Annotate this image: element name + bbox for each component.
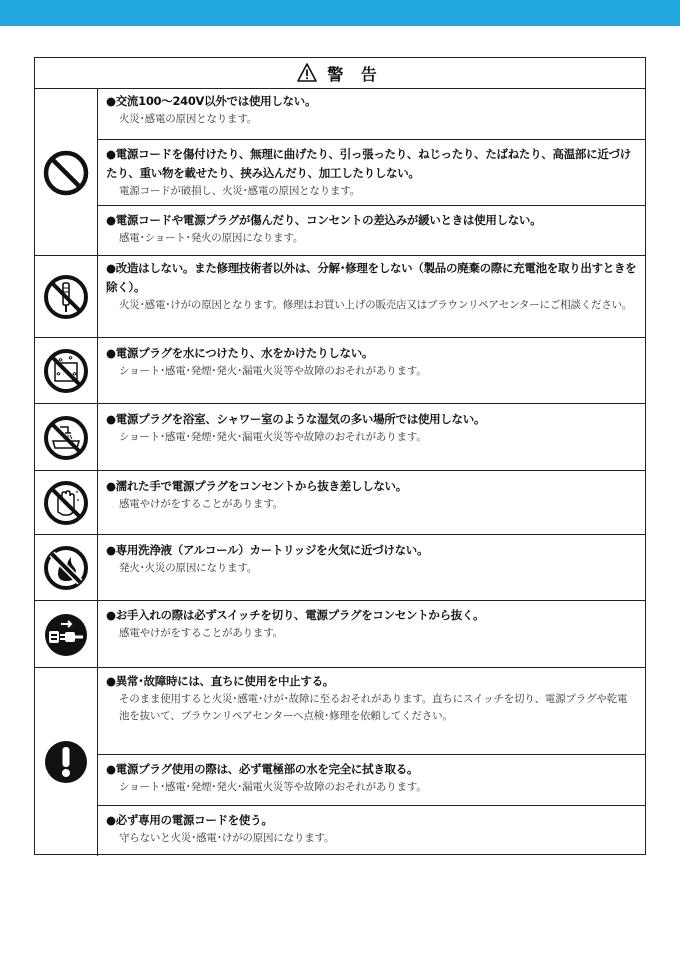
warning-item-body: 電源コードが破損し、火災･感電の原因となります。 <box>119 185 361 197</box>
warning-item <box>98 139 645 205</box>
warning-group-mandatory <box>35 667 645 856</box>
mandatory-exclamation-icon <box>43 739 89 785</box>
warning-item-heading: ●濡れた手で電源プラグをコンセントから抜き差ししない。 <box>106 479 407 493</box>
warning-item <box>98 256 645 338</box>
warning-item-heading: ●交流100〜240V以外では使用しない。 <box>106 94 317 108</box>
icon-cell <box>35 89 98 256</box>
prohibition-icon <box>43 150 89 196</box>
warning-item-heading: ●お手入れの際は必ずスイッチを切り、電源プラグをコンセントから抜く。 <box>106 608 485 622</box>
warning-group-fire <box>35 534 645 601</box>
warning-item-body: 火災･感電の原因となります。 <box>119 113 258 125</box>
warning-item <box>98 668 645 754</box>
icon-cell <box>35 256 98 338</box>
warning-table <box>34 57 646 855</box>
warning-item <box>98 754 645 805</box>
warning-item-heading: ●電源コードを傷付けたり、無理に曲げたり、引っ張ったり、ねじったり、たばねたり、高温部に近づけたり、重い物を載せたり、挟み込んだり、加工したりしない。 <box>106 147 631 180</box>
warning-item-heading: ●電源プラグを浴室、シャワー室のような湿気の多い場所では使用しない。 <box>106 412 486 426</box>
no-water-icon <box>43 348 89 394</box>
warning-item-body: 火災･感電･けがの原因となります。修理はお買い上げの販売店又はブラウンリペアセンターにご相談ください。 <box>119 299 633 311</box>
no-wet-hands-icon <box>43 480 89 526</box>
warning-item <box>98 471 645 535</box>
warning-item-body: 守らないと火災･感電･けがの原因になります。 <box>119 832 335 844</box>
warning-item-heading: ●電源プラグ使用の際は、必ず電極部の水を完全に拭き取る。 <box>106 762 419 776</box>
icon-cell <box>35 471 98 535</box>
warning-header <box>35 58 645 89</box>
warning-group-water <box>35 337 645 404</box>
warning-item-body: 発火･火災の原因になります。 <box>119 562 258 574</box>
no-fire-icon <box>43 545 89 591</box>
warning-item <box>98 404 645 471</box>
warning-item-heading: ●電源プラグを水につけたり、水をかけたりしない。 <box>106 346 374 360</box>
unplug-icon <box>43 612 89 658</box>
warning-item-body: ショート･感電･発煙･発火･漏電火災等や故障のおそれがあります。 <box>119 365 427 377</box>
top-color-bar <box>0 0 680 26</box>
warning-group-wet-hands <box>35 470 645 535</box>
warning-item-body: そのまま使用すると火災･感電･けが･故障に至るおそれがあります。直ちにスイッチを切り、電源プラグや乾電池を抜いて、ブラウンリペアセンターへ点検･修理を依頼してください。 <box>119 693 628 722</box>
icon-cell <box>35 535 98 601</box>
warning-item-body: 感電やけがをすることがあります。 <box>119 498 283 510</box>
warning-item-body: 感電やけがをすることがあります。 <box>119 627 283 639</box>
warning-item-heading: ●異常･故障時には、直ちに使用を中止する。 <box>106 674 334 688</box>
no-bathroom-icon <box>43 415 89 461</box>
warning-group-disassembly <box>35 255 645 338</box>
warning-item <box>98 89 645 139</box>
warning-item <box>98 205 645 256</box>
icon-cell <box>35 668 98 856</box>
warning-item-body: ショート･感電･発煙･発火･漏電火災等や故障のおそれがあります。 <box>119 431 427 443</box>
warning-item-body: ショート･感電･発煙･発火･漏電火災等や故障のおそれがあります。 <box>119 781 427 793</box>
warning-group-bathroom <box>35 403 645 471</box>
warning-item <box>98 601 645 668</box>
icon-cell <box>35 601 98 668</box>
no-disassembly-icon <box>43 274 89 320</box>
warning-item-heading: ●必ず専用の電源コードを使う。 <box>106 813 273 827</box>
icon-cell <box>35 404 98 471</box>
warning-group-unplug <box>35 600 645 668</box>
warning-title: 警 告 <box>327 64 383 84</box>
warning-item <box>98 535 645 601</box>
warning-item-body: 感電･ショート･発火の原因になります。 <box>119 232 304 244</box>
warning-group-prohibition <box>35 88 645 256</box>
warning-item <box>98 805 645 856</box>
warning-item-heading: ●専用洗浄液（アルコール）カートリッジを火気に近づけない。 <box>106 543 429 557</box>
warning-item <box>98 338 645 404</box>
warning-item-heading: ●改造はしない。また修理技術者以外は、分解･修理をしない（製品の廃棄の際に充電池を取り出すときを除く）。 <box>106 261 637 294</box>
warning-item-heading: ●電源コードや電源プラグが傷んだり、コンセントの差込みが緩いときは使用しない。 <box>106 213 542 227</box>
icon-cell <box>35 338 98 404</box>
warning-triangle-icon <box>297 63 317 83</box>
